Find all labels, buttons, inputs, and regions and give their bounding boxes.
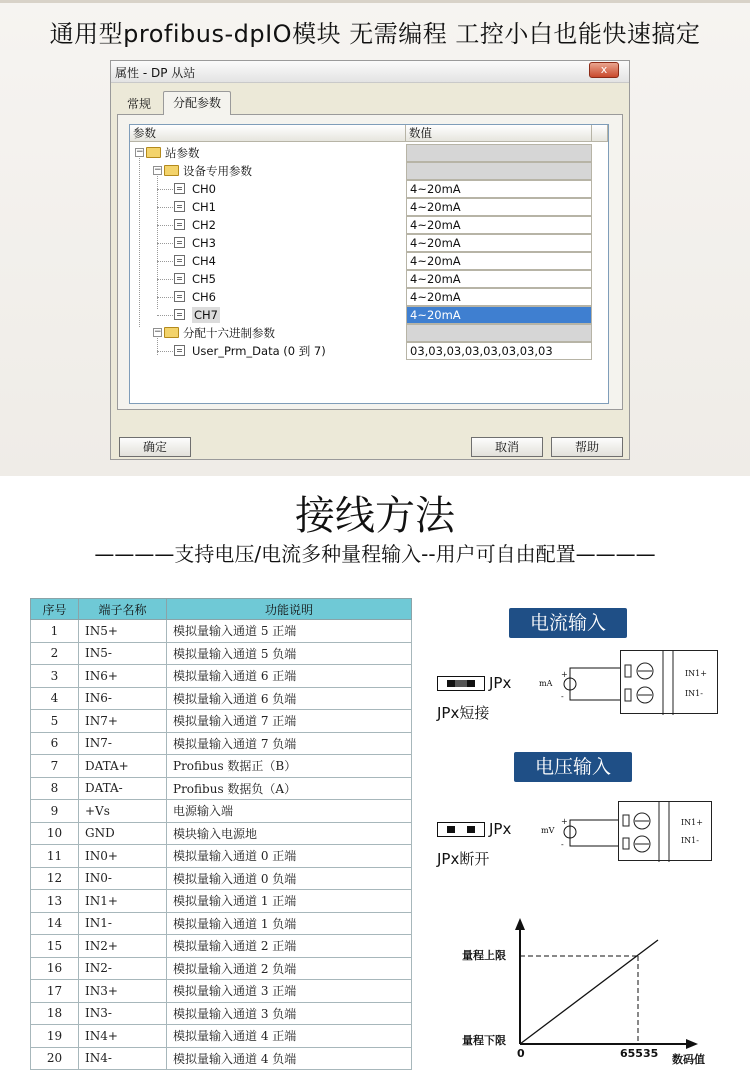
column-header-value[interactable]: 数值	[406, 125, 592, 142]
terminal-label: IN1+	[681, 818, 703, 827]
cell-function: 模拟量输入通道 1 负端	[167, 912, 412, 935]
table-row	[31, 665, 412, 688]
cell-terminal: IN2-	[79, 957, 167, 980]
parameter-icon	[174, 237, 185, 248]
screw-terminal-icon	[619, 802, 713, 862]
jumper-label: JPx	[489, 820, 512, 838]
folder-open-icon	[164, 165, 179, 176]
cell-function: 模拟量输入通道 1 正端	[167, 890, 412, 913]
upper-limit-label: 量程上限	[462, 949, 506, 962]
cell-no: 13	[31, 890, 79, 913]
cell-no: 9	[31, 800, 79, 823]
cell-terminal: GND	[79, 822, 167, 845]
table-row	[31, 755, 412, 778]
cell-no: 11	[31, 845, 79, 868]
value-cell-ch3[interactable]: 4~20mA	[406, 234, 592, 252]
value-cell-ch5[interactable]: 4~20mA	[406, 270, 592, 288]
cell-function: 模拟量输入通道 6 负端	[167, 687, 412, 710]
header-no: 序号	[31, 599, 79, 620]
jumper-shorted-icon	[437, 676, 485, 691]
cell-no: 7	[31, 755, 79, 778]
parameter-icon	[174, 201, 185, 212]
cell-function: 模拟量输入通道 7 负端	[167, 732, 412, 755]
cell-terminal: IN7+	[79, 710, 167, 733]
cell-terminal: IN5-	[79, 642, 167, 665]
cell-no: 3	[31, 665, 79, 688]
cell-terminal: IN4-	[79, 1047, 167, 1070]
help-button[interactable]: 帮助	[551, 437, 623, 457]
cell-function: Profibus 数据负（A）	[167, 777, 412, 800]
parameter-icon	[174, 273, 185, 284]
cell-no: 2	[31, 642, 79, 665]
cell-function: 模拟量输入通道 4 正端	[167, 1025, 412, 1048]
tree-label: 设备专用参数	[183, 164, 252, 178]
parameter-icon	[174, 309, 185, 320]
cell-terminal: IN1-	[79, 912, 167, 935]
cell-terminal: DATA-	[79, 777, 167, 800]
table-row	[31, 777, 412, 800]
source-unit: mA	[539, 679, 553, 688]
y-axis-arrow-icon	[515, 918, 525, 930]
terminal-label: IN1-	[685, 689, 703, 698]
column-header-param[interactable]: 参数	[130, 125, 406, 142]
cell-function: Profibus 数据正（B）	[167, 755, 412, 778]
tree-label: CH1	[192, 200, 216, 214]
table-row	[31, 980, 412, 1003]
table-row	[31, 957, 412, 980]
cell-function: 模拟量输入通道 0 正端	[167, 845, 412, 868]
column-header-spare	[592, 125, 608, 142]
folder-open-icon	[146, 147, 161, 158]
cell-no: 4	[31, 687, 79, 710]
tree-label: CH5	[192, 272, 216, 286]
cell-no: 19	[31, 1025, 79, 1048]
cell-no: 6	[31, 732, 79, 755]
dialog-title: 属性 - DP 从站	[115, 66, 196, 80]
minus-sign: -	[561, 692, 564, 701]
terminal-label: IN1-	[681, 836, 699, 845]
header-function: 功能说明	[167, 599, 412, 620]
plus-sign: +	[561, 670, 568, 679]
value-cell-ch4[interactable]: 4~20mA	[406, 252, 592, 270]
value-cell-user-prm[interactable]: 03,03,03,03,03,03,03,03	[406, 342, 592, 360]
range-graph	[440, 914, 710, 1074]
cell-no: 5	[31, 710, 79, 733]
table-row	[31, 845, 412, 868]
current-input-title: 电流输入	[509, 608, 627, 638]
table-row	[31, 687, 412, 710]
header-terminal: 端子名称	[79, 599, 167, 620]
top-rule	[0, 0, 750, 3]
table-row	[31, 890, 412, 913]
source-unit: mV	[541, 826, 555, 835]
terminal-label: IN1+	[685, 669, 707, 678]
table-row	[31, 822, 412, 845]
table-row	[31, 912, 412, 935]
table-header-row	[31, 599, 412, 620]
table-row	[31, 732, 412, 755]
cell-function: 模拟量输入通道 3 正端	[167, 980, 412, 1003]
value-cell-ch2[interactable]: 4~20mA	[406, 216, 592, 234]
tree-label: 站参数	[165, 146, 200, 160]
cell-no: 20	[31, 1047, 79, 1070]
x-max-label: 65535	[620, 1047, 659, 1060]
cell-function: 模拟量输入通道 4 负端	[167, 1047, 412, 1070]
value-cell-ch7-selected[interactable]: 4~20mA	[406, 306, 592, 324]
cell-no: 12	[31, 867, 79, 890]
cell-function: 模拟量输入通道 0 负端	[167, 867, 412, 890]
table-row	[31, 1047, 412, 1070]
tree-label: CH3	[192, 236, 216, 250]
voltage-input-title: 电压输入	[514, 752, 632, 782]
jumper-state: JPx断开	[437, 850, 490, 868]
cell-terminal: IN4+	[79, 1025, 167, 1048]
tree-label: CH4	[192, 254, 216, 268]
tree-label: CH0	[192, 182, 216, 196]
table-row	[31, 800, 412, 823]
wiring-title: 接线方法	[295, 493, 455, 539]
tree-label-selected: CH7	[194, 308, 218, 322]
dialog-titlebar	[111, 61, 629, 83]
value-cell-station	[406, 144, 592, 162]
value-cell-ch6[interactable]: 4~20mA	[406, 288, 592, 306]
minus-sign: -	[561, 840, 564, 849]
x-axis-arrow-icon	[686, 1039, 698, 1049]
parameter-grid	[129, 124, 609, 404]
collapse-icon[interactable]: −	[154, 165, 162, 175]
screw-terminal-icon	[621, 651, 719, 715]
cell-terminal: IN3-	[79, 1002, 167, 1025]
table-row	[31, 935, 412, 958]
cell-function: 模拟量输入通道 2 负端	[167, 957, 412, 980]
cell-terminal: IN6+	[79, 665, 167, 688]
value-cell-hex-group	[406, 324, 592, 342]
cell-no: 18	[31, 1002, 79, 1025]
table-row	[31, 642, 412, 665]
ok-button[interactable]: 确定	[119, 437, 191, 457]
close-icon[interactable]: x	[589, 62, 619, 78]
tree-label: User_Prm_Data (0 到 7)	[192, 344, 326, 358]
cell-no: 1	[31, 620, 79, 643]
plus-sign: +	[561, 817, 568, 826]
parameter-icon	[174, 345, 185, 356]
cell-terminal: DATA+	[79, 755, 167, 778]
jumper-state: JPx短接	[437, 704, 490, 722]
cell-terminal: IN0-	[79, 867, 167, 890]
tab-parameters[interactable]: 分配参数	[163, 91, 231, 115]
cell-terminal: IN7-	[79, 732, 167, 755]
jumper-open-icon	[437, 822, 485, 837]
table-row	[31, 710, 412, 733]
tree-label: CH2	[192, 218, 216, 232]
cell-function: 模拟量输入通道 5 负端	[167, 642, 412, 665]
cell-function: 模拟量输入通道 2 正端	[167, 935, 412, 958]
table-row	[31, 867, 412, 890]
table-row	[31, 620, 412, 643]
value-cell-device	[406, 162, 592, 180]
cell-terminal: IN0+	[79, 845, 167, 868]
x-axis-label: 数码值	[672, 1053, 705, 1066]
parameter-icon	[174, 183, 185, 194]
terminal-table-body	[31, 620, 412, 1070]
table-row	[31, 1025, 412, 1048]
parameter-icon	[174, 255, 185, 266]
cell-no: 16	[31, 957, 79, 980]
cancel-button[interactable]: 取消	[471, 437, 543, 457]
cell-terminal: +Vs	[79, 800, 167, 823]
parameter-icon	[174, 219, 185, 230]
tab-general[interactable]: 常规	[126, 97, 151, 111]
cell-no: 17	[31, 980, 79, 1003]
cell-no: 15	[31, 935, 79, 958]
cell-function: 模块输入电源地	[167, 822, 412, 845]
value-cell-ch1[interactable]: 4~20mA	[406, 198, 592, 216]
collapse-icon[interactable]: −	[136, 147, 144, 157]
cell-function: 电源输入端	[167, 800, 412, 823]
cell-no: 10	[31, 822, 79, 845]
cell-function: 模拟量输入通道 5 正端	[167, 620, 412, 643]
parameter-icon	[174, 291, 185, 302]
x-min-label: 0	[517, 1047, 525, 1060]
lower-limit-label: 量程下限	[462, 1034, 506, 1047]
cell-terminal: IN1+	[79, 890, 167, 913]
cell-terminal: IN3+	[79, 980, 167, 1003]
collapse-icon[interactable]: −	[154, 327, 162, 337]
headline: 通用型profibus-dpIO模块 无需编程 工控小白也能快速搞定	[49, 20, 701, 48]
cell-terminal: IN2+	[79, 935, 167, 958]
terminal-table	[30, 598, 412, 1070]
table-row	[31, 1002, 412, 1025]
cell-function: 模拟量输入通道 6 正端	[167, 665, 412, 688]
cell-no: 8	[31, 777, 79, 800]
cell-no: 14	[31, 912, 79, 935]
terminal-block	[620, 650, 718, 714]
value-cell-ch0[interactable]: 4~20mA	[406, 180, 592, 198]
wiring-subtitle: ————支持电压/电流多种量程输入--用户可自由配置————	[94, 542, 656, 566]
cell-terminal: IN5+	[79, 620, 167, 643]
tree-label: CH6	[192, 290, 216, 304]
cell-function: 模拟量输入通道 3 负端	[167, 1002, 412, 1025]
cell-function: 模拟量输入通道 7 正端	[167, 710, 412, 733]
cell-terminal: IN6-	[79, 687, 167, 710]
jumper-label: JPx	[489, 674, 512, 692]
properties-dialog	[110, 60, 630, 460]
folder-open-icon	[164, 327, 179, 338]
tree-label: 分配十六进制参数	[183, 326, 275, 340]
terminal-block	[618, 801, 712, 861]
